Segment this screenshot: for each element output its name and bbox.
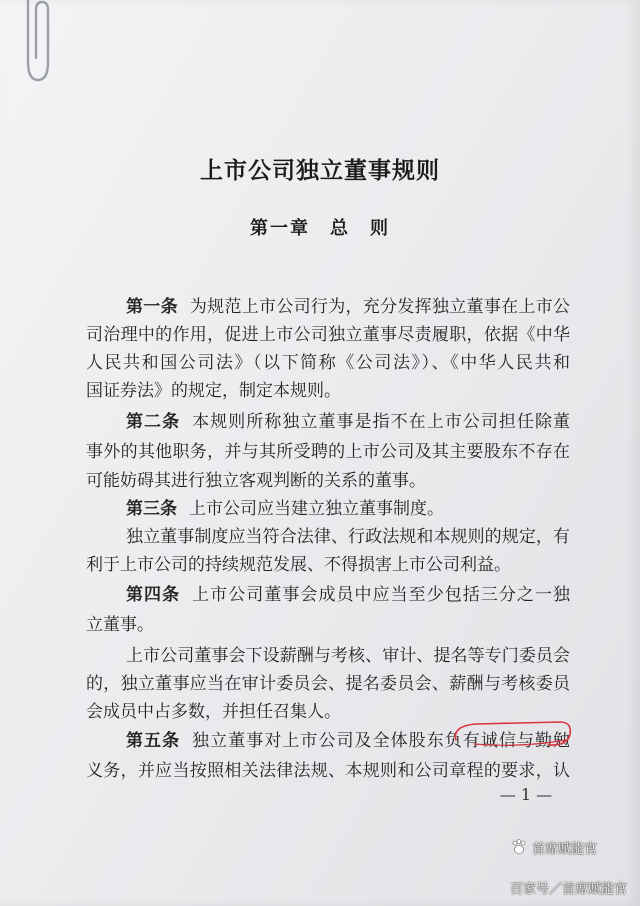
article-label: 第五条 bbox=[126, 731, 181, 750]
text-line bbox=[86, 466, 570, 490]
line-text: 独立董事制度应当符合法律、行政法规和本规则的规定，有 bbox=[126, 527, 570, 546]
text-line bbox=[126, 407, 570, 431]
text-line bbox=[126, 641, 570, 665]
article-label: 第二条 bbox=[126, 412, 181, 431]
line-text: 人民共和国公司法》（以下简称《公司法》）、《中华人民共和 bbox=[86, 353, 570, 372]
text-line bbox=[86, 669, 570, 693]
line-text: 上市公司董事会下设薪酬与考核、审计、提名等专门委员会 bbox=[126, 646, 570, 665]
text-line bbox=[86, 756, 570, 780]
paperclip-icon bbox=[14, 0, 54, 86]
line-text: 立董事。 bbox=[86, 615, 154, 634]
text-line bbox=[86, 437, 570, 461]
watermark-source: 百家号／首席赋能官 bbox=[510, 882, 628, 897]
text-line bbox=[126, 494, 570, 518]
text-line bbox=[126, 580, 570, 604]
text-line bbox=[86, 550, 570, 574]
line-text: 义务，并应当按照相关法律法规、本规则和公司章程的要求，认 bbox=[86, 761, 570, 780]
line-text: 为规范上市公司行为，充分发挥独立董事在上市公 bbox=[189, 297, 570, 316]
watermark-account: 首席赋能官 bbox=[532, 842, 598, 857]
text-line bbox=[86, 320, 570, 344]
line-text: 的，独立董事应当在审计委员会、提名委员会、薪酬与考核委员 bbox=[86, 674, 570, 693]
paw-logo-icon bbox=[510, 838, 528, 856]
article-label: 第一条 bbox=[126, 297, 178, 316]
line-text: 事外的其他职务，并与其所受聘的上市公司及其主要股东不存在 bbox=[86, 442, 570, 461]
text-line bbox=[126, 726, 570, 750]
text-line bbox=[126, 292, 570, 316]
line-text: 上市公司董事会成员中应当至少包括三分之一独 bbox=[192, 585, 570, 604]
line-text: 可能妨碍其进行独立客观判断的关系的董事。 bbox=[86, 471, 426, 490]
article-label: 第四条 bbox=[126, 585, 181, 604]
document-title: 上市公司独立董事规则 bbox=[200, 157, 440, 184]
page-number: — 1 — bbox=[499, 785, 553, 804]
chapter-heading: 第一章 总 则 bbox=[250, 218, 390, 239]
line-text: 司治理中的作用，促进上市公司独立董事尽责履职，依据《中华 bbox=[86, 325, 570, 344]
line-text: 利于上市公司的持续规范发展、不得损害上市公司利益。 bbox=[86, 555, 511, 574]
text-line bbox=[126, 522, 570, 546]
line-text: 本规则所称独立董事是指不在上市公司担任除董 bbox=[192, 412, 570, 431]
text-line bbox=[86, 348, 570, 372]
text-line bbox=[86, 610, 570, 634]
line-text: 独立董事对上市公司及全体股东负有诚信与勤勉 bbox=[192, 731, 570, 750]
line-text: 国证券法》的规定，制定本规则。 bbox=[86, 381, 341, 400]
text-line bbox=[86, 376, 570, 400]
text-line bbox=[86, 697, 570, 721]
article-label: 第三条 bbox=[126, 499, 177, 518]
line-text: 上市公司应当建立独立董事制度。 bbox=[189, 499, 444, 518]
line-text: 会成员中占多数，并担任召集人。 bbox=[86, 702, 341, 721]
